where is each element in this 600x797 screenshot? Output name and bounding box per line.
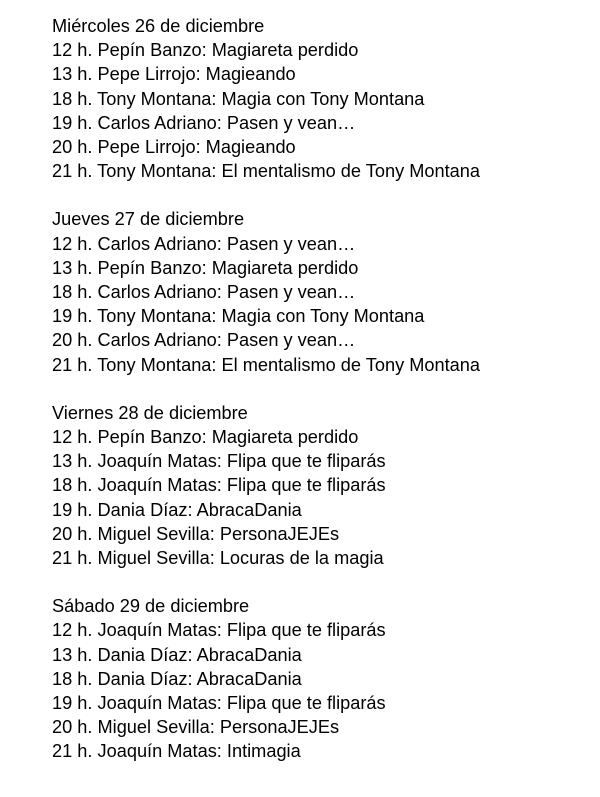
- day-title: Miércoles 26 de diciembre: [52, 16, 265, 36]
- event-line: 13 h. Pepe Lirrojo: Magieando: [52, 64, 296, 85]
- day-section-thursday: [52, 207, 592, 376]
- event-line: 20 h. Pepe Lirrojo: Magieando: [52, 137, 296, 158]
- day-section-wednesday: [52, 14, 592, 183]
- event-line: 13 h. Pepín Banzo: Magiareta perdido: [52, 257, 359, 278]
- event-line: 19 h. Dania Díaz: AbracaDania: [52, 499, 302, 520]
- event-line: 21 h. Miguel Sevilla: Locuras de la magia: [52, 548, 384, 569]
- event-line: 20 h. Carlos Adriano: Pasen y vean…: [52, 330, 356, 351]
- event-line: 18 h. Joaquín Matas: Flipa que te fliparás: [52, 475, 386, 496]
- event-line: 20 h. Miguel Sevilla: PersonaJEJEs: [52, 523, 340, 544]
- event-line: 19 h. Tony Montana: Magia con Tony Montana: [52, 306, 425, 327]
- day-section-saturday: [52, 594, 592, 763]
- day-title: Sábado 29 de diciembre: [52, 596, 250, 617]
- event-line: 18 h. Tony Montana: Magia con Tony Montana: [52, 88, 425, 109]
- event-line: 21 h. Tony Montana: El mentalismo de Tony Montana: [52, 354, 480, 375]
- event-line: 12 h. Pepín Banzo: Magiareta perdido: [52, 427, 359, 448]
- day-title: Viernes 28 de diciembre: [52, 402, 248, 423]
- event-line: 20 h. Miguel Sevilla: PersonaJEJEs: [52, 717, 340, 738]
- event-line: 13 h. Joaquín Matas: Flipa que te fliparás: [52, 451, 386, 472]
- event-line: 13 h. Dania Díaz: AbracaDania: [52, 644, 302, 665]
- event-line: 12 h. Pepín Banzo: Magiareta perdido: [52, 40, 359, 61]
- event-line: 12 h. Joaquín Matas: Flipa que te fliparás: [52, 620, 386, 641]
- event-line: 19 h. Carlos Adriano: Pasen y vean…: [52, 112, 356, 133]
- event-line: 21 h. Tony Montana: El mentalismo de Tony Montana: [52, 161, 480, 182]
- schedule-document: [52, 14, 592, 788]
- day-title: Jueves 27 de diciembre: [52, 209, 245, 230]
- event-line: 18 h. Dania Díaz: AbracaDania: [52, 668, 302, 689]
- event-line: 18 h. Carlos Adriano: Pasen y vean…: [52, 282, 356, 303]
- event-line: 19 h. Joaquín Matas: Flipa que te fliparás: [52, 693, 386, 714]
- event-line: 12 h. Carlos Adriano: Pasen y vean…: [52, 233, 356, 254]
- day-section-friday: [52, 401, 592, 570]
- event-line: 21 h. Joaquín Matas: Intimagia: [52, 741, 301, 762]
